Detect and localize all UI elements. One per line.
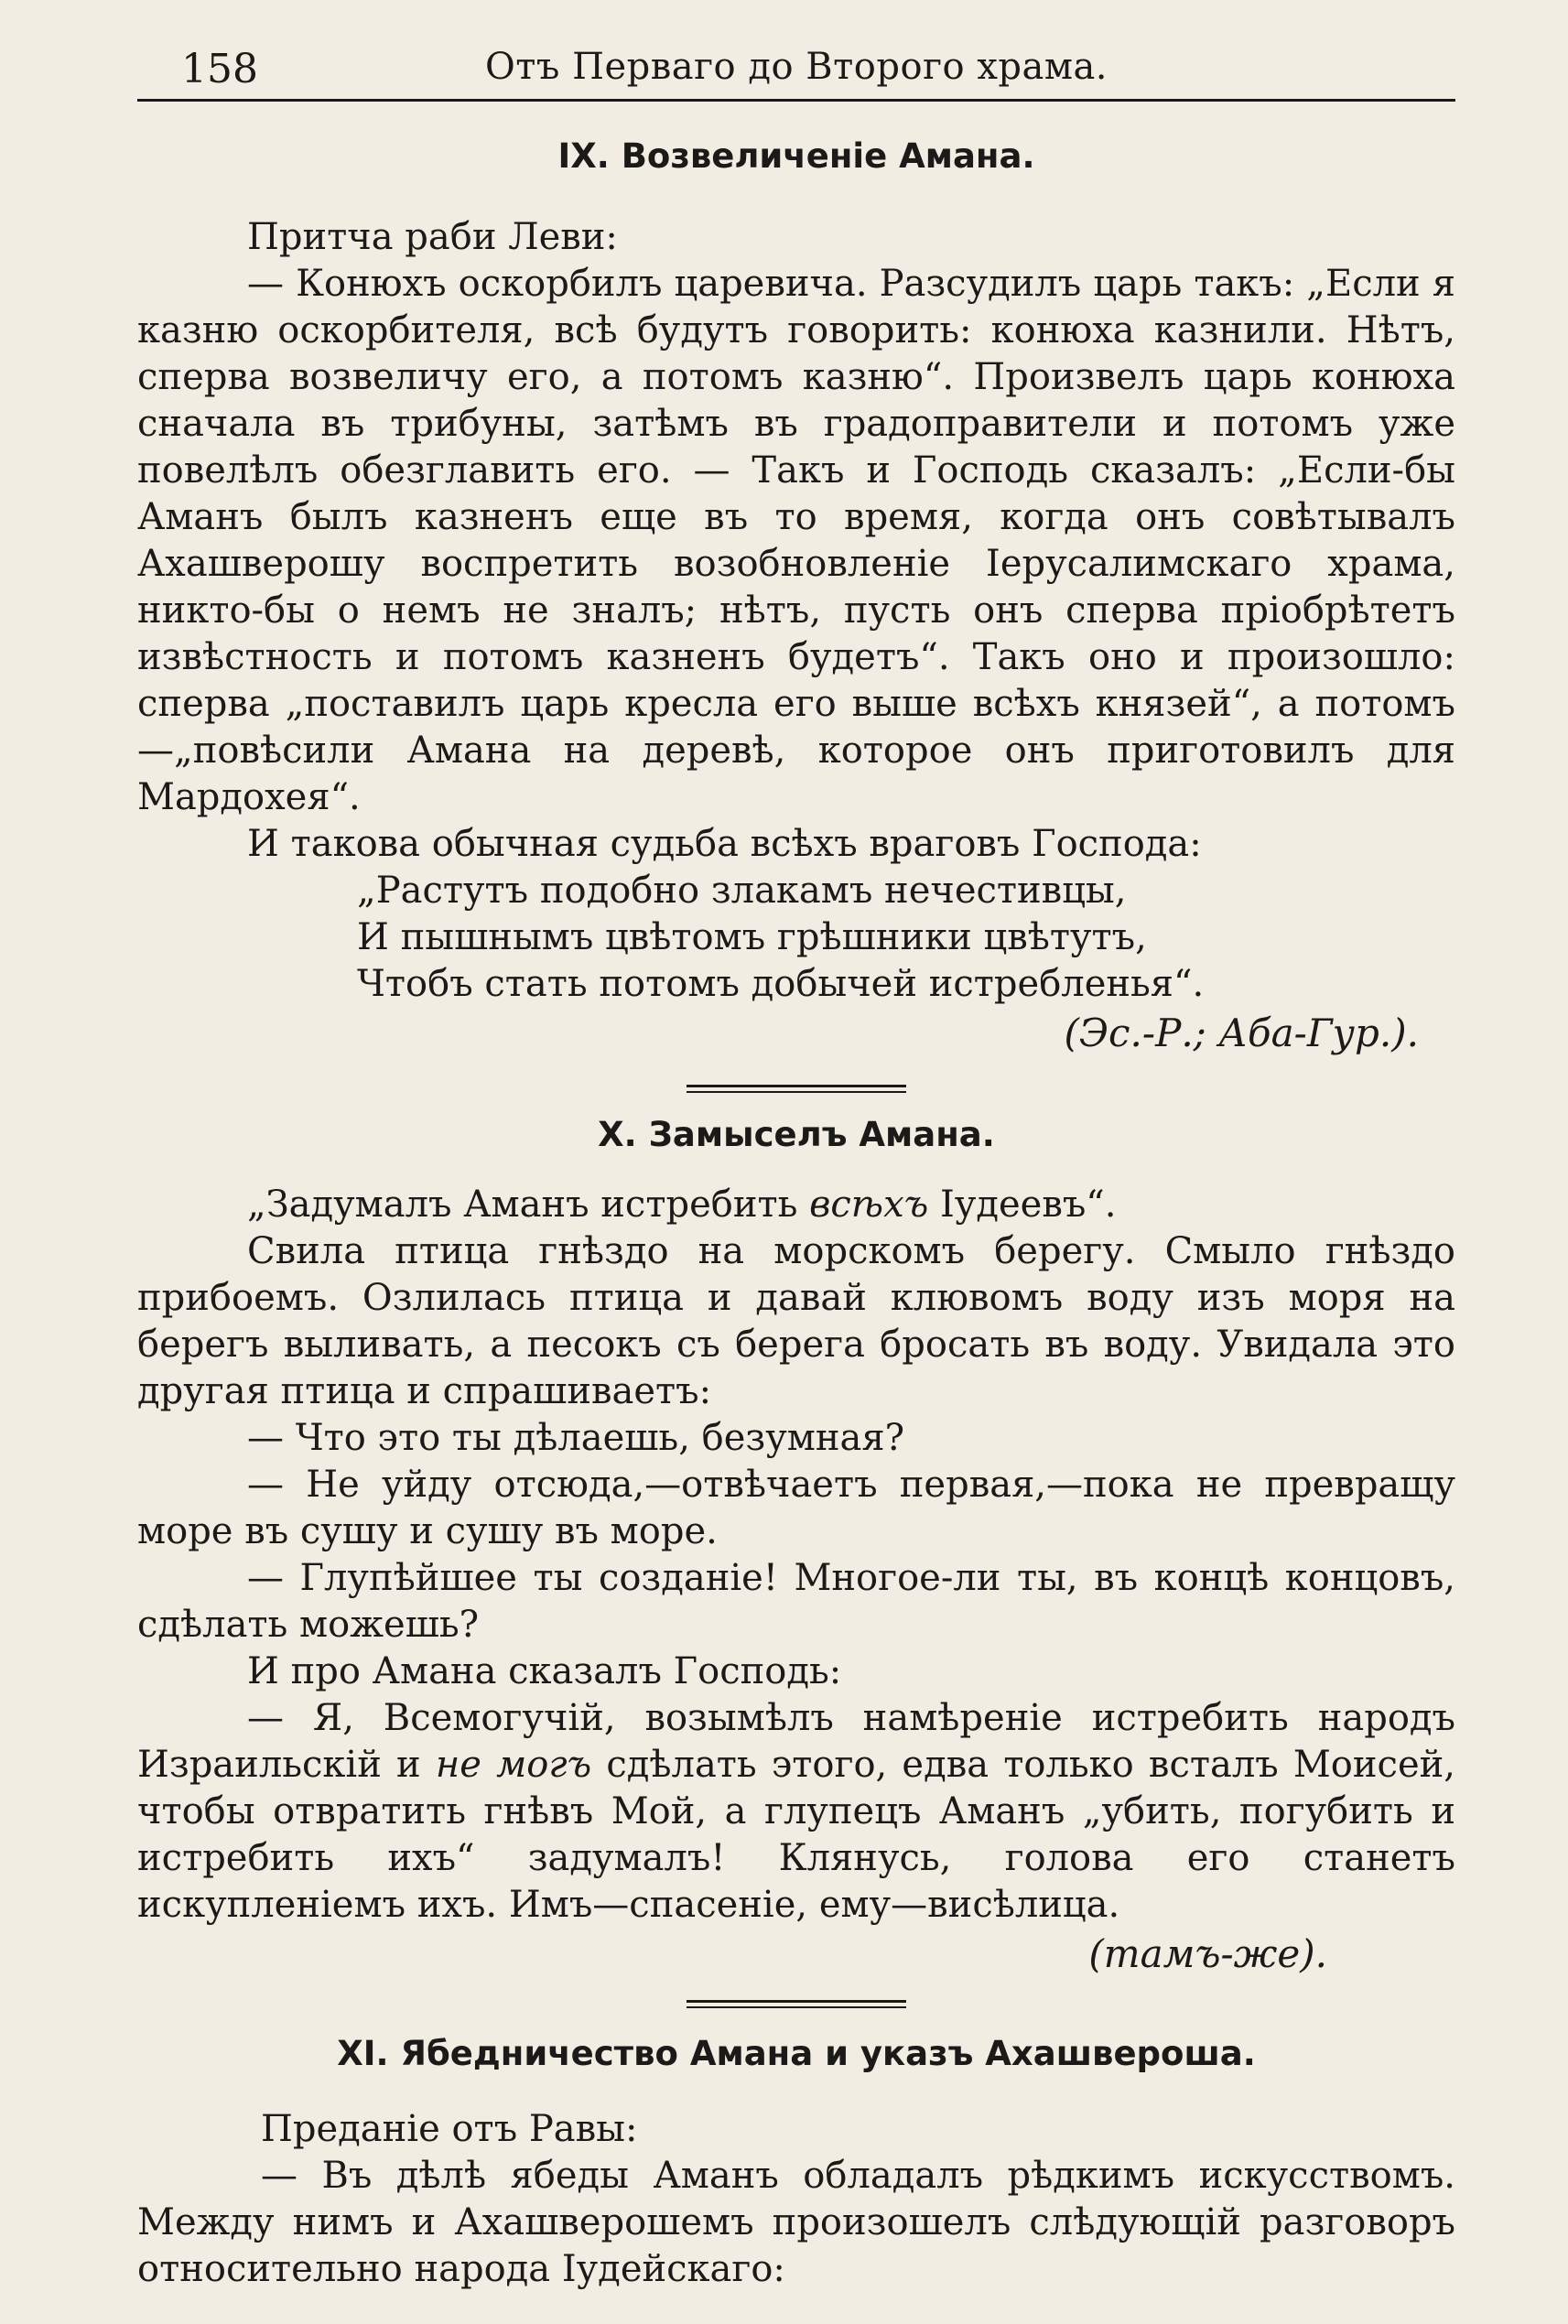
narration-line: И про Амана сказалъ Господь: [247, 1650, 842, 1692]
section-11-title: XI. Ябедничество Амана и указъ Ахашвероша. [337, 2034, 1256, 2073]
emphasis: не могъ [435, 1744, 592, 1786]
section-10-title: X. Замыселъ Амана. [598, 1115, 995, 1154]
emphasis: всѣхъ [809, 1184, 929, 1226]
book-page [137, 46, 1455, 2293]
verse-line: Чтобъ стать потомъ добычей истребленья“. [357, 963, 1205, 1005]
verse-block [137, 868, 1455, 1008]
section-divider [687, 2000, 906, 2008]
dialogue-line: — Я, Всемогучій, возымѣлъ намѣреніе истребить народъ Израильскій и не могъ сдѣлать этого, едва только всталъ Моисей, чтобы отвратить гнѣвъ Мой, а глупецъ Аманъ „убить, погубить и истребить ихъ“ задумалъ! Клянусь, голова его станетъ искупленіемъ ихъ. Имъ—спасеніе, ему—висѣлица. [137, 1697, 1456, 1926]
section-divider [687, 1085, 906, 1093]
dialogue-line: — Глупѣйшее ты созданіе! Многое-ли ты, въ концѣ концовъ, сдѣлать можешь? [137, 1557, 1455, 1646]
verse-line: И пышнымъ цвѣтомъ грѣшники цвѣтутъ, [357, 916, 1147, 958]
running-title: Отъ Перваго до Второго храма. [484, 46, 1108, 88]
section-9-citation: (Эс.-Р.; Аба-Гур.). [1064, 1011, 1419, 1055]
verse-line: „Растутъ подобно злакамъ нечестивцы, [357, 870, 1127, 912]
section-9-paragraph: — Конюхъ оскорбилъ царевича. Разсудилъ царь такъ: „Если я казню оскорбителя, всѣ будутъ говорить: конюха казнили. Нѣтъ, сперва возвеличу его, а потомъ казню“. Произвелъ царь конюха сначала въ трибуны, затѣмъ въ градоправители и потомъ уже повелѣлъ обезглавить его. — Такъ и Господь сказалъ: „Если-бы Аманъ былъ казненъ еще въ то время, когда онъ совѣтывалъ Ахашверошу воспретить возобновленіе Іерусалимскаго храма, никто-бы о немъ не зналъ; нѣтъ, пусть онъ сперва пріобрѣтетъ извѣстность и потомъ казненъ будетъ“. Такъ оно и произошло: сперва „поставилъ царь кресла его выше всѣхъ князей“, а потомъ—„повѣсили Амана на деревѣ, которое онъ приготовилъ для Мардохея“. [137, 263, 1455, 818]
running-head [137, 46, 1455, 102]
section-9-title: IX. Возвеличеніе Амана. [557, 136, 1035, 176]
dialogue-line: — Что это ты дѣлаешь, безумная? [247, 1417, 905, 1459]
section-10-paragraph: Свила птица гнѣздо на морскомъ берегу. Смыло гнѣздо прибоемъ. Озлилась птица и давай клювомъ воду изъ моря на берегъ выливать, а песокъ съ берега бросать въ воду. Увидала это другая птица и спрашиваетъ: [137, 1230, 1455, 1412]
section-11-paragraph: — Въ дѣлѣ ябеды Аманъ обладалъ рѣдкимъ искусствомъ. Между нимъ и Ахашверошемъ произошелъ слѣдующій разговоръ относительно народа Іудейскаго: [137, 2155, 1455, 2290]
section-9-paragraph-2: И такова обычная судьба всѣхъ враговъ Господа: [247, 823, 1202, 865]
section-10-citation: (тамъ-же). [1088, 1931, 1327, 1976]
page-number: 158 [181, 46, 258, 92]
section-10-quote: „Задумалъ Аманъ истребить всѣхъ Іудеевъ“. [247, 1184, 1117, 1226]
section-11-intro: Преданіе отъ Равы: [261, 2108, 638, 2150]
section-9-intro: Притча раби Леви: [247, 216, 618, 258]
dialogue-line: — Не уйду отсюда,—отвѣчаетъ первая,—пока не превращу море въ сушу и сушу въ море. [137, 1464, 1455, 1552]
